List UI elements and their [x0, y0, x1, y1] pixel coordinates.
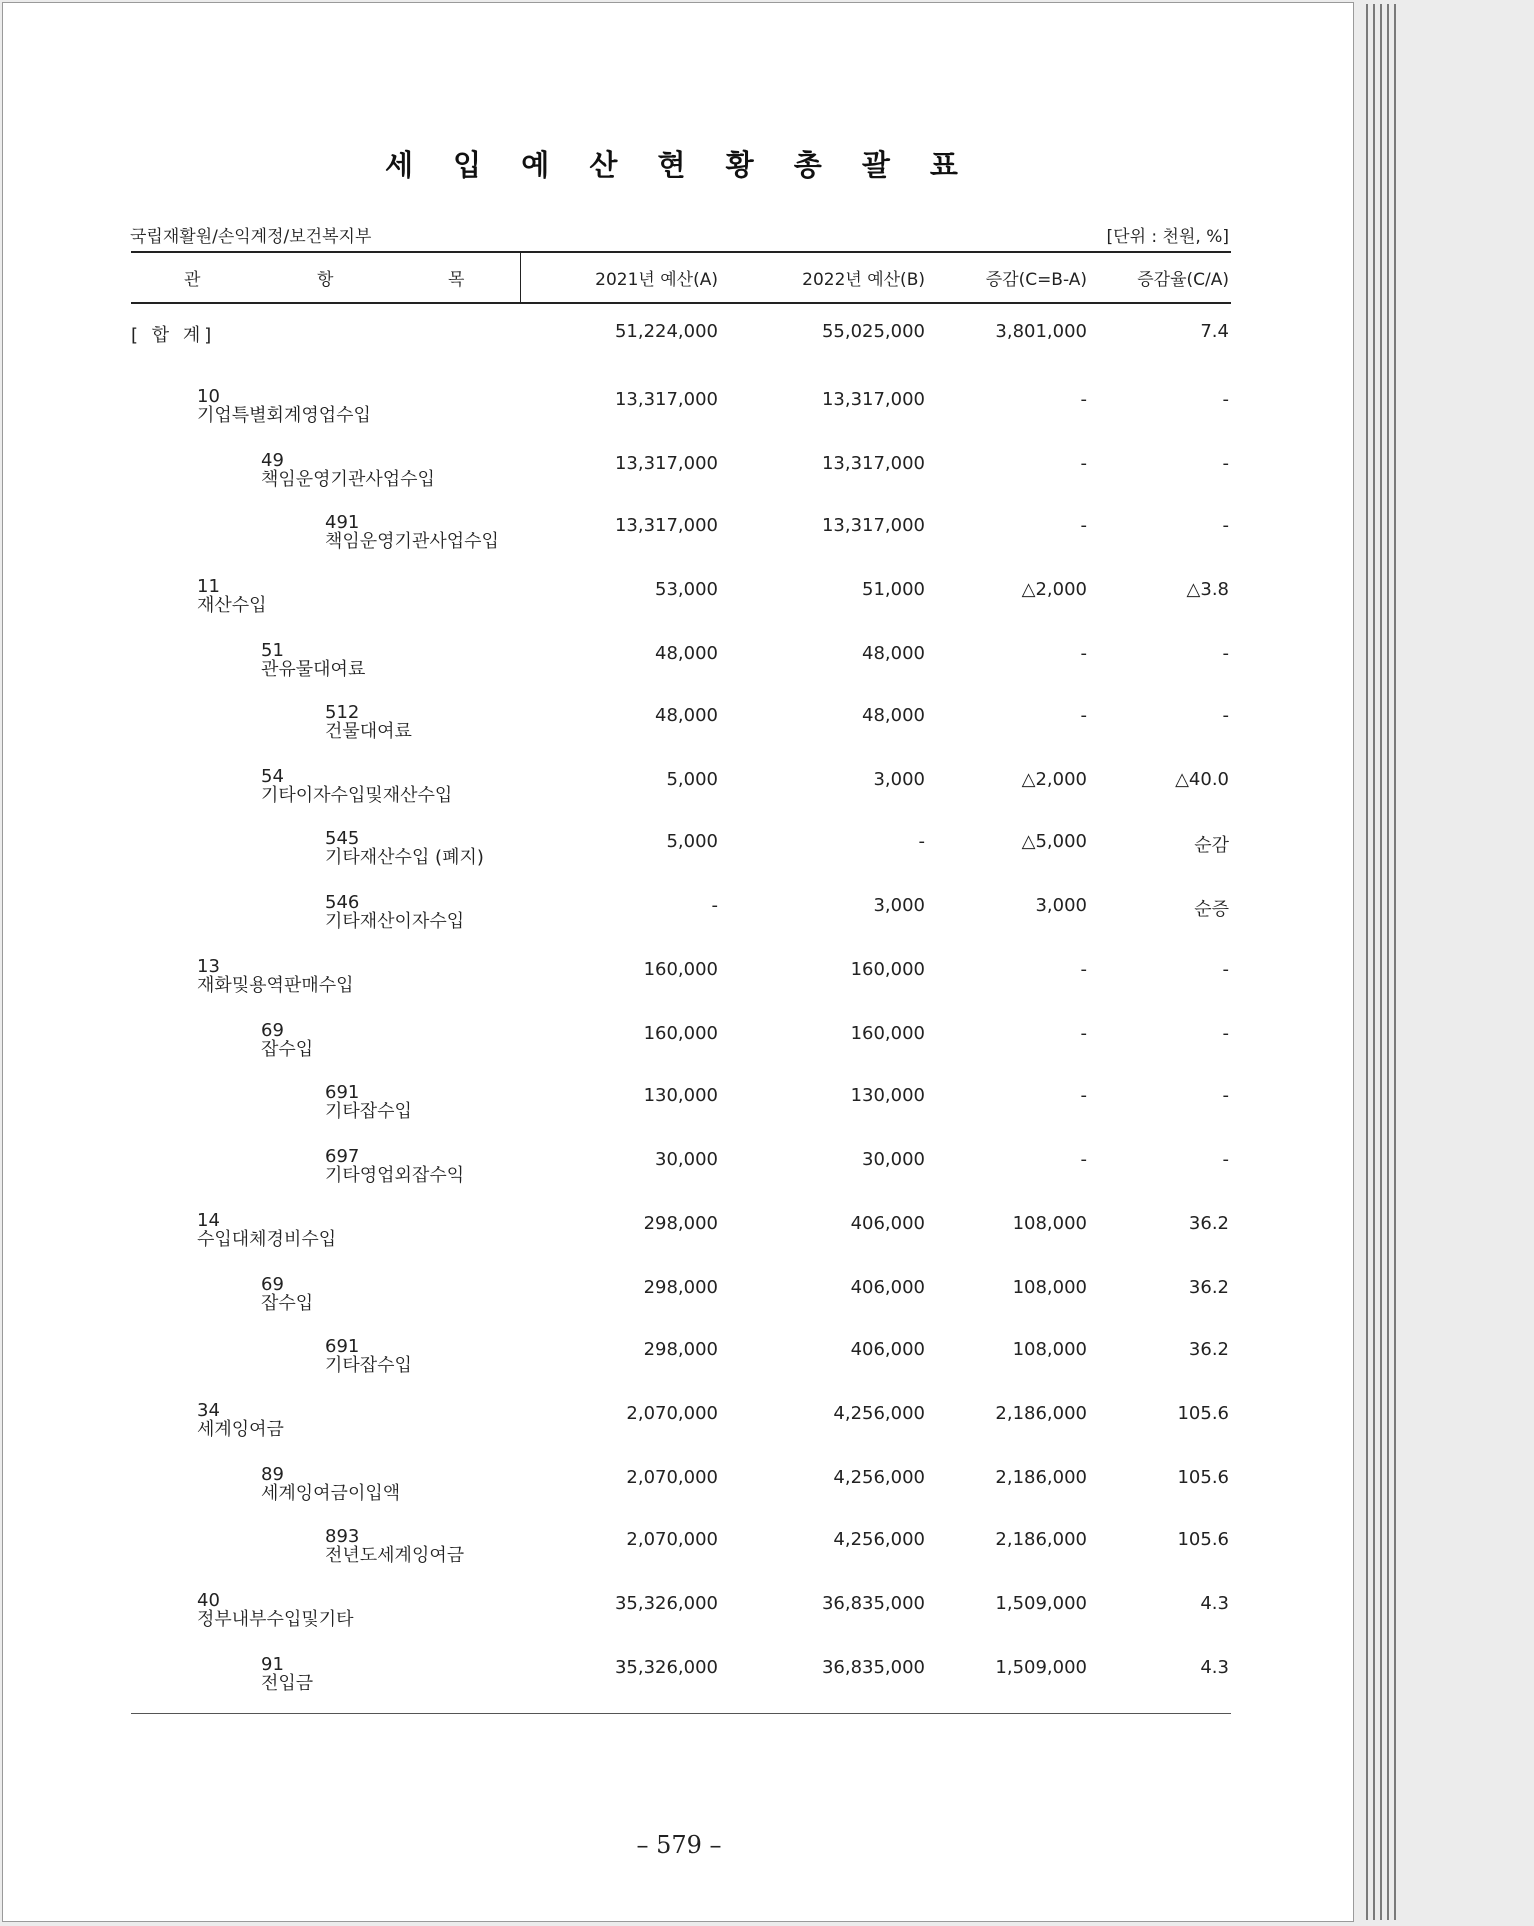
- row-2022: 3,000: [873, 769, 925, 790]
- row-code: 13: [197, 956, 220, 977]
- row-code: 491: [325, 512, 360, 533]
- row-rate: 순증: [1194, 899, 1229, 920]
- row-2021: 30,000: [655, 1149, 718, 1170]
- table-bottom-rule: [131, 1713, 1231, 1714]
- row-change: △2,000: [1021, 579, 1087, 600]
- header-2021: 2021년 예산(A): [595, 270, 718, 290]
- row-2022: 13,317,000: [821, 515, 925, 536]
- row-2022: 30,000: [862, 1149, 925, 1170]
- row-2021: 48,000: [655, 705, 718, 726]
- row-2022: 406,000: [850, 1277, 925, 1298]
- row-2022: 36,835,000: [821, 1593, 925, 1614]
- page-number: – 579 –: [636, 1831, 722, 1859]
- row-name: 관유물대여료: [261, 659, 366, 680]
- row-2021: 5,000: [666, 769, 718, 790]
- row-2022: 48,000: [862, 705, 925, 726]
- row-code: 10: [197, 386, 220, 407]
- total-2022: 55,025,000: [821, 321, 925, 342]
- row-2022: 160,000: [850, 959, 925, 980]
- row-code: 49: [261, 450, 284, 471]
- row-name: 기타재산수입 (폐지): [325, 847, 484, 868]
- row-code: 893: [325, 1526, 360, 1547]
- row-code: 91: [261, 1654, 284, 1675]
- org-path: 국립재활원/손익계정/보건복지부: [130, 227, 372, 247]
- row-change: -: [1080, 453, 1087, 474]
- row-rate: -: [1222, 515, 1229, 536]
- row-2022: 13,317,000: [821, 453, 925, 474]
- row-name: 기타잡수입: [325, 1355, 412, 1376]
- row-rate: -: [1222, 1023, 1229, 1044]
- row-2021: -: [711, 895, 718, 916]
- document-page: [2, 2, 1354, 1922]
- row-rate: 36.2: [1188, 1339, 1229, 1360]
- row-2021: 2,070,000: [626, 1403, 718, 1424]
- row-change: 3,000: [1035, 895, 1087, 916]
- header-2022: 2022년 예산(B): [802, 270, 925, 290]
- row-rate: 105.6: [1177, 1467, 1229, 1488]
- row-name: 세계잉여금: [197, 1419, 284, 1440]
- row-2021: 53,000: [655, 579, 718, 600]
- row-2022: 51,000: [862, 579, 925, 600]
- header-rate: 증감율(C/A): [1137, 270, 1229, 290]
- row-change: -: [1080, 1149, 1087, 1170]
- row-change: -: [1080, 705, 1087, 726]
- row-2021: 298,000: [643, 1339, 718, 1360]
- row-change: 2,186,000: [995, 1529, 1087, 1550]
- row-rate: 4.3: [1200, 1657, 1229, 1678]
- row-change: 2,186,000: [995, 1467, 1087, 1488]
- row-2021: 160,000: [643, 959, 718, 980]
- row-2022: 4,256,000: [833, 1467, 925, 1488]
- header-mok: 목: [448, 270, 465, 290]
- row-change: △2,000: [1021, 769, 1087, 790]
- row-2022: 406,000: [850, 1213, 925, 1234]
- row-change: -: [1080, 643, 1087, 664]
- total-change: 3,801,000: [995, 321, 1087, 342]
- row-2021: 2,070,000: [626, 1467, 718, 1488]
- row-name: 건물대여료: [325, 721, 412, 742]
- page-title: 세 입 예 산 현 황 총 괄 표: [385, 148, 973, 182]
- row-code: 34: [197, 1400, 220, 1421]
- row-name: 책임운영기관사업수입: [261, 469, 435, 490]
- row-rate: 순감: [1194, 835, 1229, 856]
- row-rate: -: [1222, 389, 1229, 410]
- row-rate: -: [1222, 1085, 1229, 1106]
- row-2022: 36,835,000: [821, 1657, 925, 1678]
- row-2021: 13,317,000: [614, 453, 718, 474]
- row-name: 기타이자수입및재산수입: [261, 785, 453, 806]
- row-code: 545: [325, 828, 360, 849]
- row-rate: 105.6: [1177, 1403, 1229, 1424]
- row-2021: 5,000: [666, 831, 718, 852]
- row-name: 전입금: [261, 1673, 314, 1694]
- row-2021: 35,326,000: [614, 1657, 718, 1678]
- row-change: -: [1080, 515, 1087, 536]
- total-rate: 7.4: [1200, 321, 1229, 342]
- row-name: 기타잡수입: [325, 1101, 412, 1122]
- row-code: 40: [197, 1590, 220, 1611]
- unit-label: [단위 : 천원, %]: [1106, 227, 1229, 247]
- row-change: -: [1080, 959, 1087, 980]
- row-2021: 2,070,000: [626, 1529, 718, 1550]
- row-change: 108,000: [1012, 1339, 1087, 1360]
- row-name: 세계잉여금이입액: [261, 1483, 401, 1504]
- row-code: 546: [325, 892, 360, 913]
- row-name: 책임운영기관사업수입: [325, 531, 499, 552]
- row-rate: △3.8: [1186, 579, 1229, 600]
- row-rate: △40.0: [1175, 769, 1229, 790]
- header-gwan: 관: [184, 270, 201, 290]
- row-rate: -: [1222, 643, 1229, 664]
- row-name: 기타영업외잡수익: [325, 1165, 465, 1186]
- row-change: -: [1080, 1023, 1087, 1044]
- row-change: -: [1080, 389, 1087, 410]
- row-name: 기업특별회계영업수입: [197, 405, 371, 426]
- row-name: 정부내부수입및기타: [197, 1609, 354, 1630]
- row-code: 11: [197, 576, 220, 597]
- row-name: 잡수입: [261, 1293, 314, 1314]
- row-2021: 160,000: [643, 1023, 718, 1044]
- row-2021: 35,326,000: [614, 1593, 718, 1614]
- row-code: 69: [261, 1274, 284, 1295]
- row-code: 14: [197, 1210, 220, 1231]
- row-2021: 48,000: [655, 643, 718, 664]
- row-2022: 48,000: [862, 643, 925, 664]
- row-2021: 13,317,000: [614, 389, 718, 410]
- row-2022: 3,000: [873, 895, 925, 916]
- row-2022: 160,000: [850, 1023, 925, 1044]
- row-2022: -: [918, 831, 925, 852]
- row-change: -: [1080, 1085, 1087, 1106]
- row-2022: 130,000: [850, 1085, 925, 1106]
- row-change: △5,000: [1021, 831, 1087, 852]
- row-change: 108,000: [1012, 1277, 1087, 1298]
- row-code: 89: [261, 1464, 284, 1485]
- header-bottom-rule: [131, 302, 1231, 304]
- row-rate: -: [1222, 453, 1229, 474]
- book-page-edges: [1364, 4, 1404, 1920]
- row-code: 697: [325, 1146, 360, 1167]
- row-change: 2,186,000: [995, 1403, 1087, 1424]
- row-rate: 36.2: [1188, 1213, 1229, 1234]
- row-rate: 36.2: [1188, 1277, 1229, 1298]
- total-label: [ 합 계]: [131, 325, 216, 346]
- row-2021: 130,000: [643, 1085, 718, 1106]
- row-2021: 13,317,000: [614, 515, 718, 536]
- row-rate: 4.3: [1200, 1593, 1229, 1614]
- row-rate: -: [1222, 1149, 1229, 1170]
- row-name: 기타재산이자수입: [325, 911, 465, 932]
- row-code: 691: [325, 1082, 360, 1103]
- row-name: 전년도세계잉여금: [325, 1545, 465, 1566]
- row-code: 51: [261, 640, 284, 661]
- header-hang: 항: [317, 270, 334, 290]
- row-rate: -: [1222, 705, 1229, 726]
- row-rate: 105.6: [1177, 1529, 1229, 1550]
- row-code: 512: [325, 702, 360, 723]
- row-name: 잡수입: [261, 1039, 314, 1060]
- row-2022: 406,000: [850, 1339, 925, 1360]
- row-name: 재산수입: [197, 595, 267, 616]
- row-change: 1,509,000: [995, 1593, 1087, 1614]
- row-2021: 298,000: [643, 1277, 718, 1298]
- header-top-rule: [131, 251, 1231, 253]
- row-code: 54: [261, 766, 284, 787]
- row-rate: -: [1222, 959, 1229, 980]
- row-name: 재화및용역판매수입: [197, 975, 354, 996]
- row-2021: 298,000: [643, 1213, 718, 1234]
- row-2022: 4,256,000: [833, 1529, 925, 1550]
- header-separator: [520, 253, 521, 302]
- row-code: 691: [325, 1336, 360, 1357]
- row-2022: 13,317,000: [821, 389, 925, 410]
- row-name: 수입대체경비수입: [197, 1229, 337, 1250]
- row-change: 1,509,000: [995, 1657, 1087, 1678]
- row-2022: 4,256,000: [833, 1403, 925, 1424]
- total-2021: 51,224,000: [614, 321, 718, 342]
- header-change: 증감(C=B-A): [985, 270, 1087, 290]
- row-code: 69: [261, 1020, 284, 1041]
- row-change: 108,000: [1012, 1213, 1087, 1234]
